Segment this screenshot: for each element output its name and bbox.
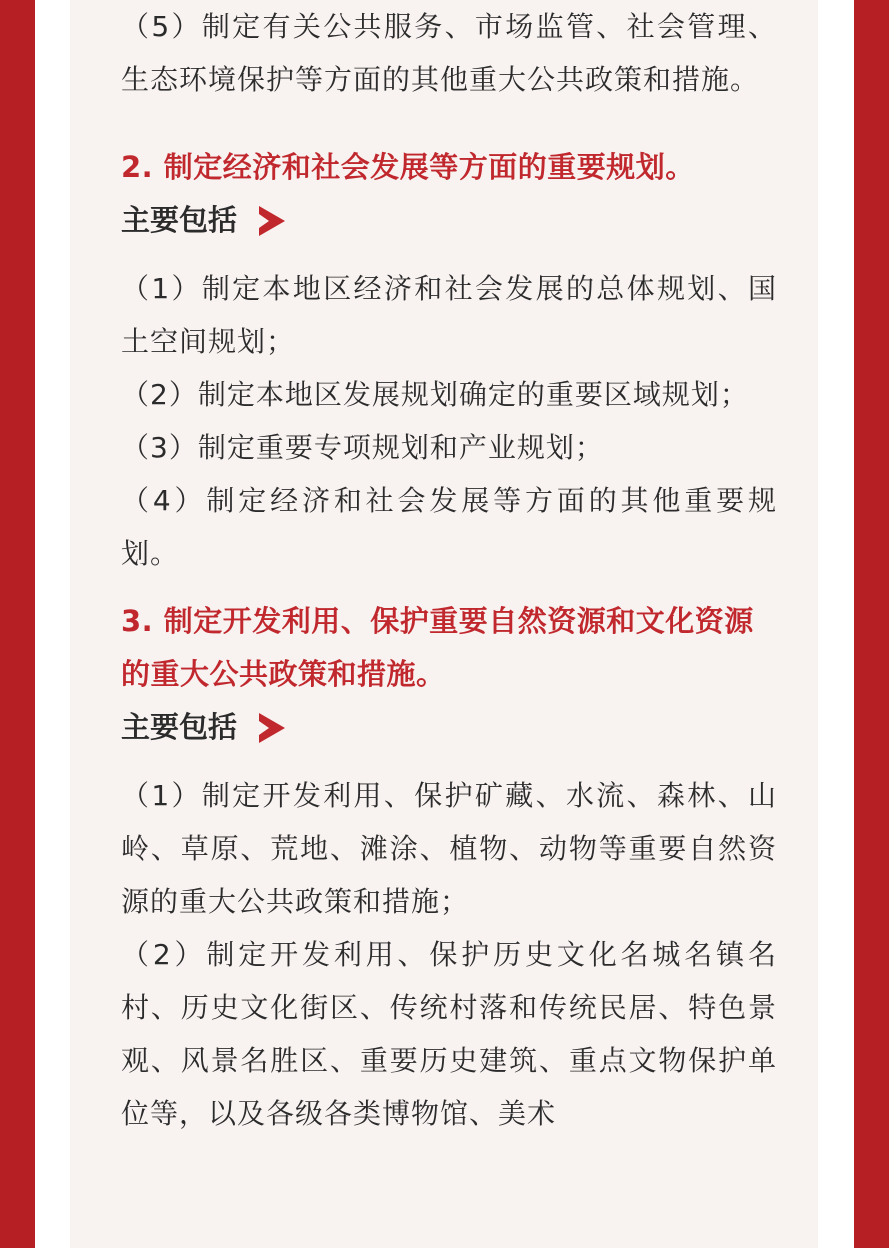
section-3-item-1: （1）制定开发利用、保护矿藏、水流、森林、山岭、草原、荒地、滩涂、植物、动物等重要自然资源的重大公共政策和措施；	[121, 779, 777, 918]
section-3-heading: 3. 制定开发利用、保护重要自然资源和文化资源的重大公共政策和措施。	[121, 604, 754, 691]
section-2-item-4: （4）制定经济和社会发展等方面的其他重要规划。	[121, 484, 777, 570]
section-2-item-1: （1）制定本地区经济和社会发展的总体规划、国土空间规划；	[121, 272, 777, 358]
section-2-heading: 2. 制定经济和社会发展等方面的重要规划。	[121, 150, 695, 184]
section-3-item-2: （2）制定开发利用、保护历史文化名城名镇名村、历史文化街区、传统村落和传统民居、特色景观、风景名胜区、重要历史建筑、重点文物保护单位等，以及各级各类博物馆、美术	[121, 938, 777, 1130]
section-2-item-2: （2）制定本地区发展规划确定的重要区域规划；	[121, 378, 749, 411]
arrow-right-icon	[259, 713, 285, 743]
section-3-includes	[121, 701, 777, 754]
right-red-border	[854, 0, 889, 1248]
item-5-measures: （5）制定有关公共服务、市场监管、社会管理、生态环境保护等方面的其他重大公共政策和措施。	[121, 10, 777, 96]
arrow-right-icon	[259, 206, 285, 236]
section-3-includes-label: 主要包括	[121, 710, 238, 744]
article-content	[121, 0, 777, 1140]
section-2-item-3: （3）制定重要专项规划和产业规划；	[121, 431, 604, 464]
section-2-includes	[121, 194, 777, 247]
section-2-includes-label: 主要包括	[121, 203, 238, 237]
left-red-border	[0, 0, 35, 1248]
